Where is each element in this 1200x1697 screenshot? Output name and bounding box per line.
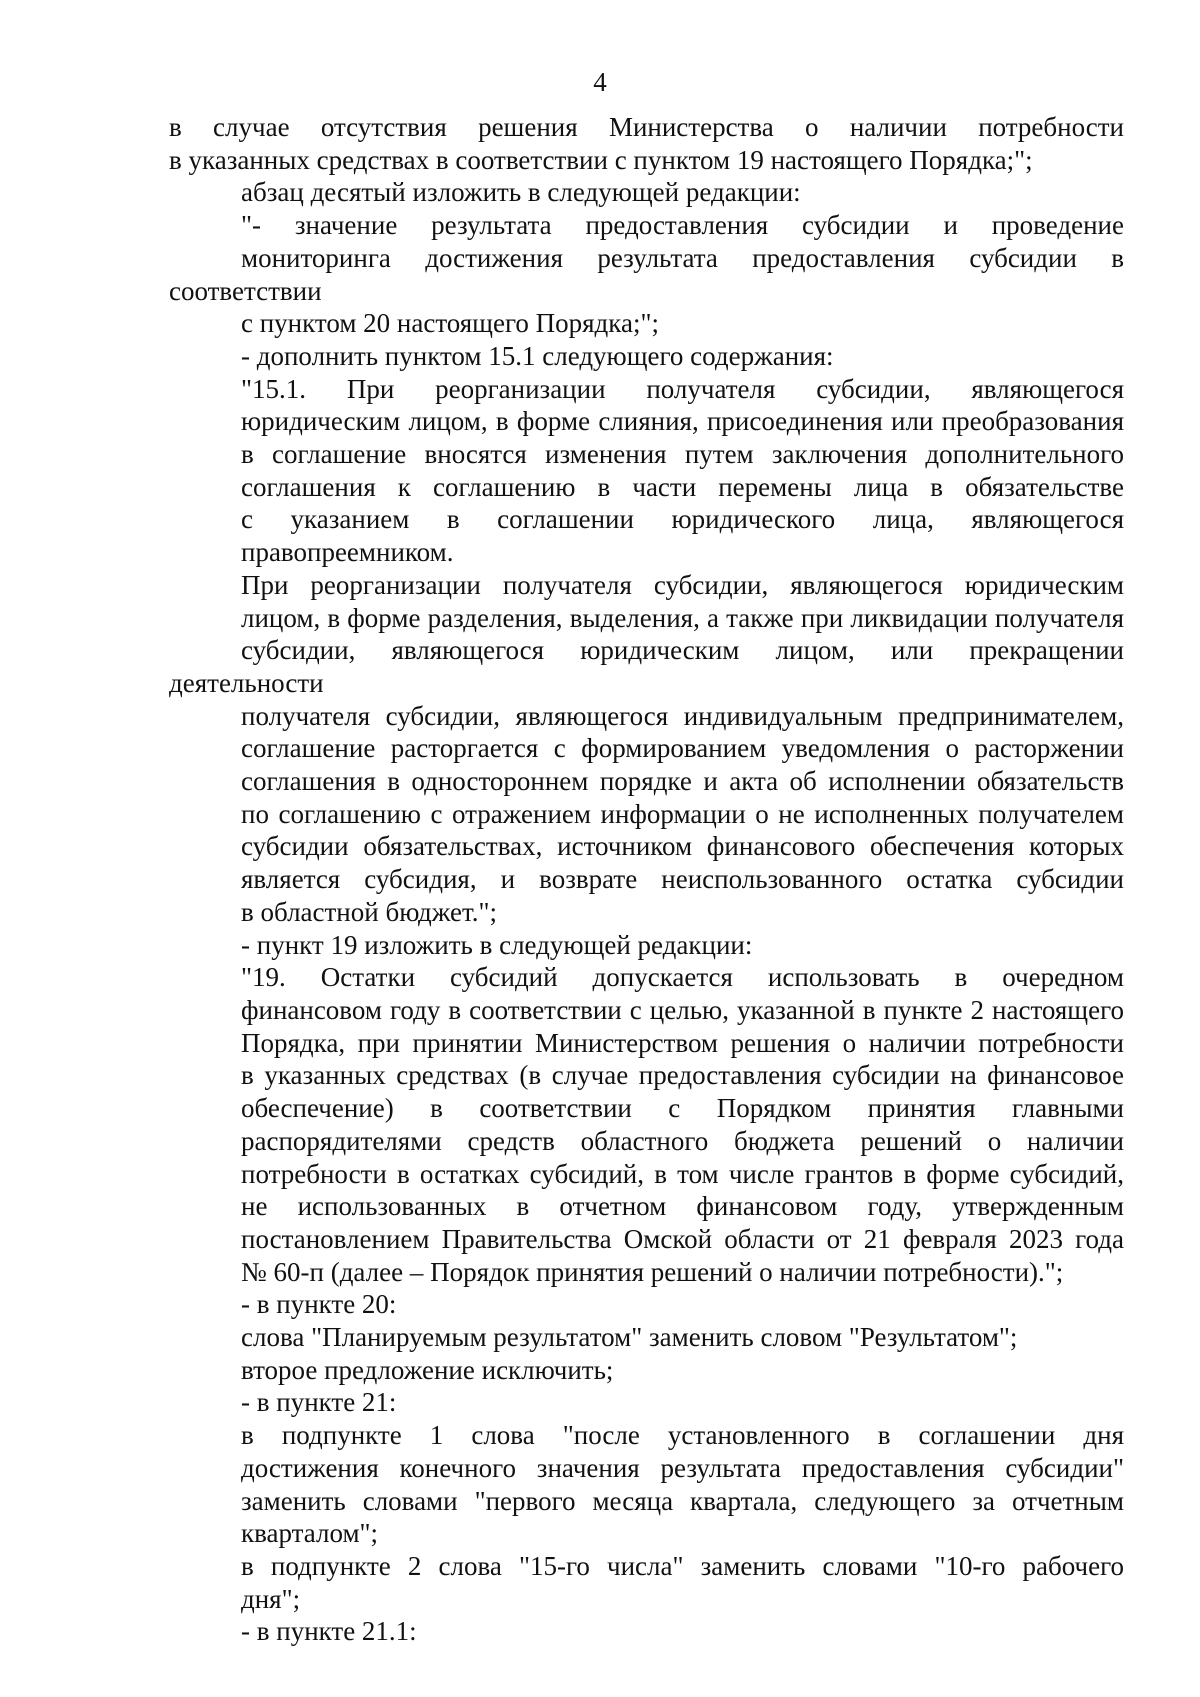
text-line: в подпункте 1 слова "после установленного в соглашении дня [241,1420,1124,1451]
text-line: получателя субсидии, являющегося индивидуальным предпринимателем, [241,700,1124,731]
paragraph [169,1419,1124,1550]
document-body [169,111,1124,1648]
paragraph [169,1288,1124,1321]
text-line: лицом, в форме разделения, выделения, а также при ликвидации получателя [241,602,1124,633]
paragraph [169,1550,1124,1615]
paragraph [169,1386,1124,1419]
text-line: "19. Остатки субсидий допускается использовать в очередном [241,962,1124,993]
text-line: не использованных в отчетном финансовом году, утвержденным [241,1191,1124,1222]
paragraph [169,1321,1124,1354]
text-line: по соглашению с отражением информации о не исполненных получателем [241,798,1124,829]
text-line: "15.1. При реорганизации получателя субсидии, являющегося [241,373,1124,404]
paragraph [169,209,1124,340]
text-line: заменить словами "первого месяца квартала, следующего за отчетным [241,1485,1124,1516]
text-line: № 60-п (далее – Порядок принятия решений о наличии потребности)."; [241,1256,1064,1287]
text-line: постановлением Правительства Омской области от 21 февраля 2023 года [241,1223,1124,1254]
page-number: 4 [593,67,607,97]
paragraph [169,929,1124,962]
text-line: дня"; [241,1583,301,1614]
text-line: с пунктом 20 настоящего Порядка;"; [241,308,659,339]
text-line: в указанных средствах в соответствии с пунктом 19 настоящего Порядка;"; [169,144,1033,175]
text-line: второе предложение исключить; [241,1354,614,1385]
text-line: абзац десятый изложить в следующей редакции: [241,177,801,208]
text-line: субсидии, являющегося юридическим лицом, или прекращении деятельности [169,635,1124,698]
text-line: юридическим лицом, в форме слияния, присоединения или преобразования [241,406,1124,437]
paragraph [169,111,1124,176]
text-line: - в пункте 21.1: [241,1616,417,1647]
text-line: При реорганизации получателя субсидии, являющегося юридическим [241,569,1124,600]
text-line: обеспечение) в соответствии с Порядком принятия главными [241,1093,1124,1124]
text-line: достижения конечного значения результата предоставления субсидии" [241,1452,1124,1483]
text-line: соглашения к соглашению в части перемены лица в обязательстве [241,471,1124,502]
paragraph [169,340,1124,373]
text-line: в соглашение вносятся изменения путем заключения дополнительного [241,439,1124,470]
text-line: соглашения в одностороннем порядке и акта об исполнении обязательств [241,766,1124,797]
text-line: потребности в остатках субсидий, в том числе грантов в форме субсидий, [241,1158,1124,1189]
text-line: финансовом году в соответствии с целью, указанной в пункте 2 настоящего [241,994,1124,1025]
text-line: - в пункте 21: [241,1387,397,1418]
text-line: с указанием в соглашении юридического лица, являющегося [241,504,1124,535]
text-line: - в пункте 20: [241,1289,397,1320]
text-line: правопреемником. [241,537,454,568]
text-line: в указанных средствах (в случае предоставления субсидии на финансовое [241,1060,1124,1091]
text-line: - пункт 19 изложить в следующей редакции: [241,929,753,960]
text-line: в подпункте 2 слова "15-го числа" заменить словами "10-го рабочего [241,1550,1124,1581]
text-line: субсидии обязательствах, источником финансового обеспечения которых [241,831,1124,862]
text-line: "- значение результата предоставления субсидии и проведение [241,210,1124,241]
paragraph [169,1615,1124,1648]
text-line: в случае отсутствия решения Министерства о наличии потребности [169,112,1124,142]
text-line: распорядителями средств областного бюджета решений о наличии [241,1125,1124,1156]
paragraph [169,961,1124,1288]
text-line: слова "Планируемым результатом" заменить словом "Результатом"; [241,1322,1018,1353]
text-line: кварталом"; [241,1518,379,1549]
paragraph [169,569,1124,929]
text-line: является субсидия, и возврате неиспользованного остатка субсидии [241,864,1124,895]
paragraph [169,373,1124,569]
text-line: мониторинга достижения результата предоставления субсидии в соответствии [169,242,1124,306]
paragraph [169,1354,1124,1387]
text-line: - дополнить пунктом 15.1 следующего содержания: [241,340,834,371]
paragraph [169,176,1124,209]
text-line: соглашение расторгается с формированием уведомления о расторжении [241,733,1124,764]
text-line: Порядка, при принятии Министерством решения о наличии потребности [241,1027,1124,1058]
text-line: в областной бюджет."; [241,896,498,927]
